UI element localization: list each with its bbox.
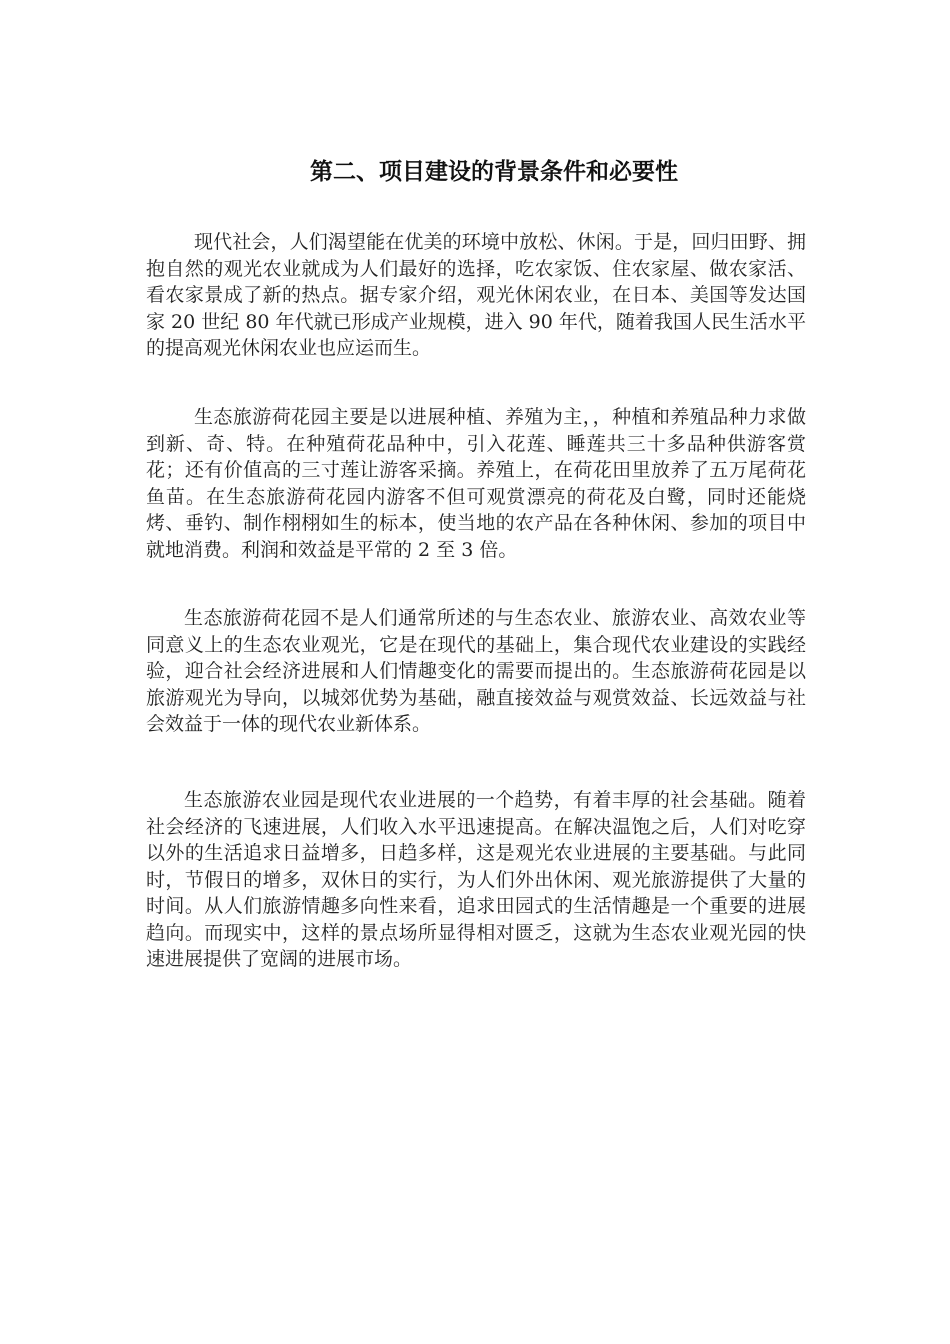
- paragraph-development-trend: 生态旅游农业园是现代农业进展的一个趋势，有着丰厚的社会基础。随着社会经济的飞速进展，人们收入水平迅速提高。在解决温饱之后，人们对吃穿以外的生活追求日益增多，日趋多样，这是观光农业进展的主要基础。与此同时，节假日的增多，双休日的实行，为人们外出休闲、观光旅游提供了大量的时间。从人们旅游情趣多向性来看，追求田园式的生活情趣是一个重要的进展趋向。而现实中，这样的景点场所显得相对匮乏，这就为生态农业观光园的快速进展提供了宽阔的进展市场。: [146, 789, 806, 970]
- paragraph-background: 现代社会，人们渴望能在优美的环境中放松、休闲。于是，回归田野、拥抱自然的观光农业就成为人们最好的选择，吃农家饭、住农家屋、做农家活、看农家景成了新的热点。据专家介绍，观光休闲农业，在日本、美国等发达国家 20 世纪 80 年代就已形成产业规模，进入 90 年代，随着我国人民生活水平的提高观光休闲农业也应运而生。: [146, 231, 806, 359]
- paragraph-lotus-garden-planting: 生态旅游荷花园主要是以进展种植、养殖为主，，种植和养殖品种力求做到新、奇、特。在种殖荷花品种中，引入花莲、睡莲共三十多品种供游客赏花；还有价值高的三寸莲让游客采摘。养殖上，在荷花田里放养了五万尾荷花鱼苗。在生态旅游荷花园内游客不但可观赏漂亮的荷花及白鹭，同时还能烧烤、垂钓、制作栩栩如生的标本，使当地的农产品在各种休闲、参加的项目中就地消费。利润和效益是平常的 2 至 3 倍。: [146, 406, 806, 561]
- section-title: 第二、项目建设的背景条件和必要性: [310, 159, 678, 185]
- paragraph-lotus-garden-definition: 生态旅游荷花园不是人们通常所述的与生态农业、旅游农业、高效农业等同意义上的生态农业观光，它是在现代的基础上，集合现代农业建设的实践经验，迎合社会经济进展和人们情趣变化的需要而提出的。生态旅游荷花园是以旅游观光为导向，以城郊优势为基础，融直接效益与观赏效益、长远效益与社会效益于一体的现代农业新体系。: [146, 607, 806, 735]
